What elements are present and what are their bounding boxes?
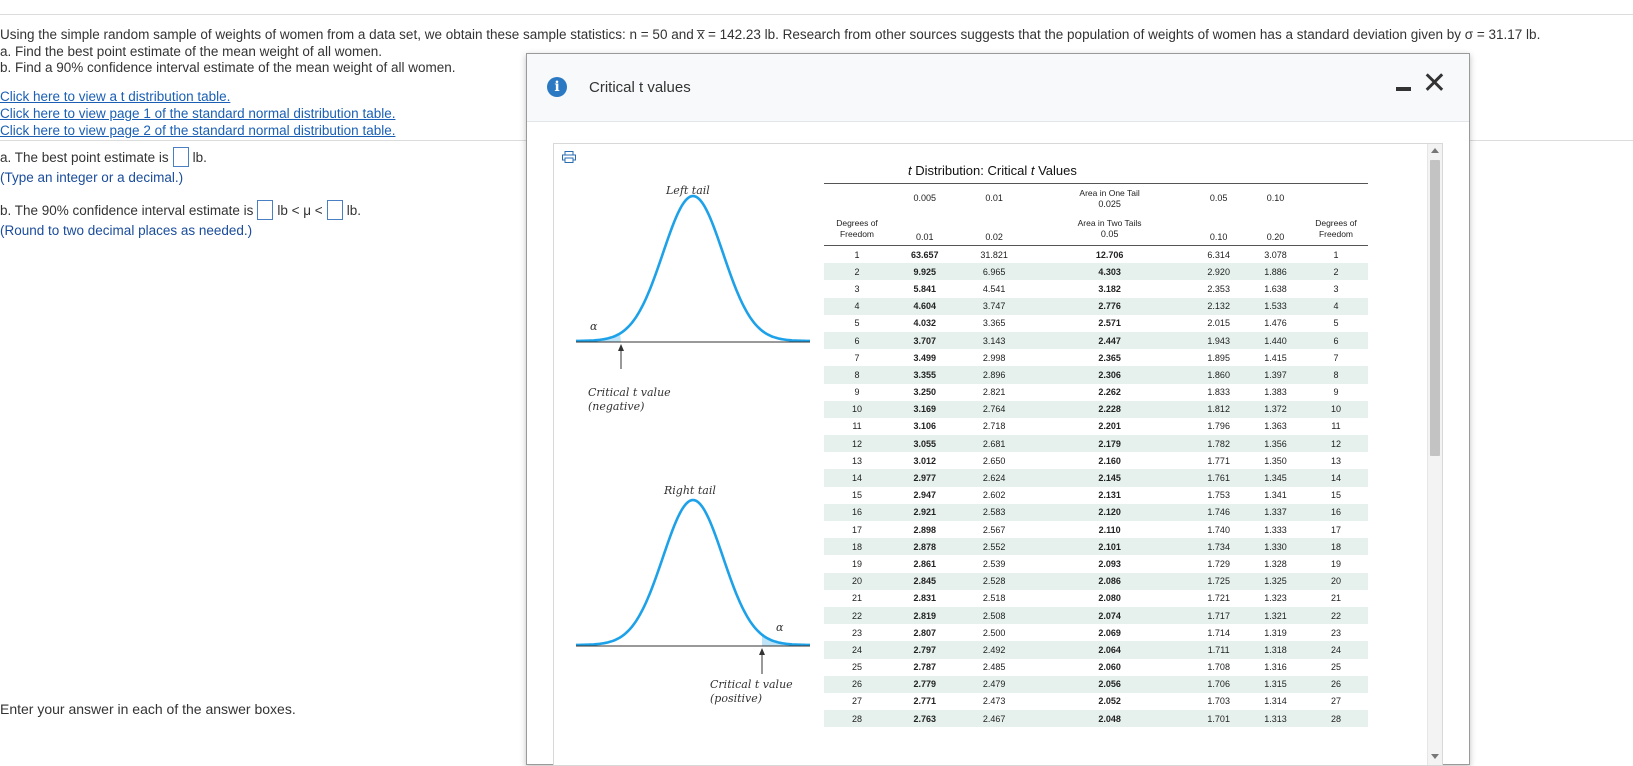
critical-value-cell: 2.015 <box>1207 318 1230 329</box>
critical-value-cell: 2.681 <box>959 435 1028 452</box>
critical-value-cell: 2.228 <box>1029 401 1190 418</box>
left-tail-label: Left tail <box>666 184 710 197</box>
critical-value-cell: 1.734 <box>1190 538 1247 555</box>
crit-neg-sub: (negative) <box>588 400 645 413</box>
critical-value-cell: 4.032 <box>913 318 936 329</box>
scroll-thumb[interactable] <box>1430 160 1440 456</box>
critical-value-cell: 1.703 <box>1207 696 1230 707</box>
critical-value-cell: 1.721 <box>1207 593 1230 604</box>
table-row <box>824 555 1368 572</box>
left-tail-curve <box>576 196 810 341</box>
title-mid: Distribution: Critical <box>911 163 1031 178</box>
critical-value-cell: 3.355 <box>890 366 959 383</box>
critical-value-cell: 1.330 <box>1247 538 1304 555</box>
critical-value-cell: 2.819 <box>890 607 959 624</box>
normal-table-page1-link[interactable]: Click here to view page 1 of the standard normal distribution table. <box>0 106 396 121</box>
df-cell: 21 <box>1330 593 1341 604</box>
critical-value-cell: 2.771 <box>913 696 936 707</box>
table-row <box>824 349 1368 366</box>
df-cell: 1 <box>854 249 860 260</box>
critical-value-cell: 2.052 <box>1098 696 1121 707</box>
critical-value-cell: 1.363 <box>1264 421 1287 432</box>
right-tail-curve <box>576 500 810 645</box>
table-row <box>824 315 1368 332</box>
critical-value-cell: 2.179 <box>1029 435 1190 452</box>
df-cell: 2 <box>824 263 890 280</box>
critical-value-cell: 1.943 <box>1190 332 1247 349</box>
answer-b-row <box>0 200 361 220</box>
critical-value-cell: 1.383 <box>1264 387 1287 398</box>
critical-value-cell: 1.725 <box>1190 573 1247 590</box>
df-cell: 10 <box>824 401 890 418</box>
critical-value-cell: 2.110 <box>1098 524 1121 535</box>
critical-value-cell: 2.779 <box>890 676 959 693</box>
critical-value-cell: 4.303 <box>1029 263 1190 280</box>
df-cell: 25 <box>1330 662 1341 673</box>
critical-value-cell: 2.528 <box>959 573 1028 590</box>
critical-value-cell: 3.182 <box>1098 283 1121 294</box>
table-row <box>824 573 1368 590</box>
answer-a-row <box>0 147 207 167</box>
two-tail-label: Area in Two Tails <box>1077 218 1142 228</box>
table-row <box>824 401 1368 418</box>
critical-value-cell: 1.372 <box>1247 401 1304 418</box>
table-row <box>824 332 1368 349</box>
right-arrow-head <box>759 648 765 655</box>
critical-value-cell: 2.306 <box>1029 366 1190 383</box>
df-cell: 6 <box>824 332 890 349</box>
df-cell: 9 <box>1333 387 1339 398</box>
table-row <box>824 298 1368 315</box>
critical-value-cell: 2.898 <box>913 524 936 535</box>
printer-icon[interactable] <box>562 151 576 163</box>
critical-value-cell: 1.708 <box>1207 662 1230 673</box>
critical-value-cell: 2.921 <box>890 504 959 521</box>
critical-value-cell: 4.604 <box>890 298 959 315</box>
critical-value-cell: 2.145 <box>1029 469 1190 486</box>
df-cell: 16 <box>824 504 890 521</box>
df-cell: 1 <box>1333 249 1339 260</box>
critical-value-cell: 2.447 <box>1029 332 1190 349</box>
critical-value-cell: 2.567 <box>982 524 1006 535</box>
df-cell: 4 <box>824 298 890 315</box>
critical-value-cell: 2.650 <box>982 455 1006 466</box>
critical-value-cell: 2.878 <box>890 538 959 555</box>
crit-neg-label: Critical t value <box>588 386 671 399</box>
critical-value-cell: 2.048 <box>1029 710 1190 727</box>
footer-instruction: Enter your answer in each of the answer boxes. <box>0 701 296 717</box>
table-row <box>824 504 1368 521</box>
critical-value-cell: 1.440 <box>1247 332 1304 349</box>
critical-value-cell: 2.571 <box>1098 318 1121 329</box>
df-cell: 21 <box>851 593 862 604</box>
df-cell: 20 <box>824 573 890 590</box>
left-alpha: α <box>590 320 598 333</box>
table-row <box>824 469 1368 486</box>
critical-value-cell: 1.796 <box>1207 421 1230 432</box>
table-scrollbar[interactable] <box>1427 144 1442 765</box>
resource-links <box>0 88 395 139</box>
crit-pos-sub: (positive) <box>710 692 763 705</box>
critical-value-cell: 1.740 <box>1207 524 1230 535</box>
df-cell: 23 <box>1330 627 1341 638</box>
critical-value-cell: 1.325 <box>1247 573 1304 590</box>
df-cell: 2 <box>1304 263 1368 280</box>
df-cell: 22 <box>824 607 890 624</box>
df-cell: 19 <box>1330 558 1341 569</box>
critical-value-cell: 2.776 <box>1029 298 1190 315</box>
df-cell: 11 <box>1331 421 1341 432</box>
critical-value-cell: 1.356 <box>1247 435 1304 452</box>
critical-value-cell: 3.250 <box>913 387 936 398</box>
df-cell: 26 <box>824 676 890 693</box>
df-cell: 8 <box>824 366 890 383</box>
scroll-down-icon[interactable] <box>1431 754 1439 759</box>
critical-value-cell: 1.314 <box>1264 696 1287 707</box>
critical-value-cell: 2.787 <box>913 662 936 673</box>
two-tail-col-2: 0.02 <box>959 212 1028 246</box>
df-header-right <box>1304 212 1368 246</box>
critical-value-cell: 1.345 <box>1247 469 1304 486</box>
critical-value-cell: 2.998 <box>982 352 1006 363</box>
critical-value-cell: 2.718 <box>982 421 1006 432</box>
t-distribution-table <box>824 183 1368 727</box>
critical-value-cell: 3.143 <box>959 332 1028 349</box>
df-cell: 8 <box>1304 366 1368 383</box>
table-row <box>824 435 1368 452</box>
two-tail-col-4: 0.10 <box>1190 212 1247 246</box>
critical-value-cell: 2.552 <box>959 538 1028 555</box>
df-cell: 14 <box>824 469 890 486</box>
df-cell: 28 <box>824 710 890 727</box>
answer-b-mid: lb < μ < <box>277 202 323 218</box>
critical-value-cell: 1.350 <box>1264 455 1287 466</box>
df-cell: 24 <box>1304 641 1368 658</box>
critical-value-cell: 1.316 <box>1264 662 1287 673</box>
critical-value-cell: 2.080 <box>1098 593 1121 604</box>
critical-value-cell: 1.706 <box>1190 676 1247 693</box>
two-tail-col-3 <box>1029 212 1190 246</box>
critical-value-cell: 2.807 <box>913 627 936 638</box>
df-cell: 17 <box>851 524 862 535</box>
df-cell: 12 <box>1304 435 1368 452</box>
critical-value-cell: 2.101 <box>1029 538 1190 555</box>
critical-value-cell: 3.012 <box>913 455 936 466</box>
critical-value-cell: 1.701 <box>1190 710 1247 727</box>
critical-value-cell: 2.262 <box>1098 387 1121 398</box>
critical-value-cell: 2.500 <box>982 627 1006 638</box>
df-left-1: Degrees of <box>836 217 878 228</box>
two-tail-val: 0.05 <box>1100 229 1119 239</box>
table-row <box>824 710 1368 727</box>
problem-part-b: b. Find a 90% confidence interval estimate of the mean weight of all women. <box>0 60 456 75</box>
critical-value-cell: 2.132 <box>1190 298 1247 315</box>
critical-value-cell: 2.160 <box>1098 455 1121 466</box>
dialog-header <box>527 54 1469 122</box>
df-cell: 13 <box>851 455 862 466</box>
critical-value-cell: 6.314 <box>1207 249 1230 260</box>
dialog-title: Critical t values <box>589 79 691 96</box>
table-row <box>824 246 1368 264</box>
df-cell: 27 <box>851 696 862 707</box>
critical-value-cell: 3.169 <box>890 401 959 418</box>
critical-value-cell: 2.093 <box>1098 558 1121 569</box>
critical-value-cell: 1.771 <box>1207 455 1230 466</box>
df-cell: 12 <box>824 435 890 452</box>
df-cell: 16 <box>1304 504 1368 521</box>
critical-value-cell: 3.707 <box>890 332 959 349</box>
critical-value-cell: 2.131 <box>1098 490 1121 501</box>
one-tail-col-3 <box>1029 184 1190 213</box>
df-cell: 27 <box>1330 696 1341 707</box>
df-header-left <box>824 212 890 246</box>
critical-value-cell: 1.711 <box>1190 641 1247 658</box>
table-row <box>824 384 1368 401</box>
critical-value-cell: 4.541 <box>982 283 1006 294</box>
critical-value-cell: 2.763 <box>890 710 959 727</box>
one-tail-val: 0.025 <box>1098 198 1121 209</box>
two-tail-col-5: 0.20 <box>1247 212 1304 246</box>
df-cell: 18 <box>1304 538 1368 555</box>
critical-value-cell: 1.886 <box>1247 263 1304 280</box>
one-tail-col-4: 0.05 <box>1190 184 1247 213</box>
df-cell: 17 <box>1330 524 1341 535</box>
df-cell: 22 <box>1304 607 1368 624</box>
crit-pos-label: Critical t value <box>710 678 793 691</box>
df-cell: 9 <box>854 387 860 398</box>
table-row <box>824 452 1368 469</box>
critical-value-cell: 2.473 <box>982 696 1006 707</box>
critical-value-cell: 2.074 <box>1029 607 1190 624</box>
critical-value-cell: 2.845 <box>890 573 959 590</box>
critical-value-cell: 2.485 <box>982 662 1006 673</box>
critical-value-cell: 2.861 <box>913 558 936 569</box>
critical-value-cell: 1.318 <box>1247 641 1304 658</box>
problem-statement: Using the simple random sample of weights of women from a data set, we obtain these sample statistics: n = 50 and x̅ = 142.23 lb. Research from other sources suggests that the population of weights of women has a standard deviation given by σ = 31.17 lb. <box>0 27 1541 42</box>
point-estimate-input[interactable] <box>173 147 189 167</box>
table-row <box>824 590 1368 607</box>
close-icon[interactable]: ✕ <box>1421 66 1447 101</box>
df-cell: 24 <box>824 641 890 658</box>
table-row <box>824 418 1368 435</box>
df-cell: 19 <box>851 558 862 569</box>
critical-value-cell: 2.920 <box>1190 263 1247 280</box>
table-row <box>824 263 1368 280</box>
critical-value-cell: 2.467 <box>959 710 1028 727</box>
df-cell: 23 <box>851 627 862 638</box>
answer-a-label: a. The best point estimate is <box>0 149 169 165</box>
table-row <box>824 641 1368 658</box>
two-tail-col-1: 0.01 <box>890 212 959 246</box>
critical-value-cell: 3.499 <box>913 352 936 363</box>
critical-value-cell: 3.106 <box>913 421 936 432</box>
critical-value-cell: 2.518 <box>982 593 1006 604</box>
df-right-2: Freedom <box>1318 228 1353 239</box>
table-title <box>908 163 1077 178</box>
critical-value-cell: 1.321 <box>1247 607 1304 624</box>
critical-value-cell: 2.365 <box>1098 352 1121 363</box>
title-t2: t <box>1030 163 1035 178</box>
info-icon: i <box>547 77 567 97</box>
df-cell: 28 <box>1304 710 1368 727</box>
critical-value-cell: 3.078 <box>1264 249 1287 260</box>
one-tail-col-1: 0.005 <box>890 184 959 213</box>
critical-value-cell: 2.602 <box>982 490 1006 501</box>
critical-value-cell: 2.896 <box>959 366 1028 383</box>
critical-value-cell: 1.397 <box>1247 366 1304 383</box>
critical-value-cell: 2.069 <box>1098 627 1121 638</box>
right-alpha: α <box>776 621 784 634</box>
table-row <box>824 693 1368 710</box>
critical-value-cell: 2.060 <box>1098 662 1121 673</box>
df-cell: 7 <box>1333 352 1339 363</box>
df-cell: 14 <box>1304 469 1368 486</box>
df-cell: 11 <box>852 421 862 432</box>
critical-value-cell: 2.120 <box>1029 504 1190 521</box>
top-divider <box>0 14 1633 15</box>
one-tail-label: Area in One Tail <box>1079 187 1140 198</box>
df-cell: 5 <box>854 318 860 329</box>
title-t1: t <box>908 163 912 178</box>
critical-value-cell: 2.056 <box>1029 676 1190 693</box>
critical-value-cell: 2.821 <box>982 387 1006 398</box>
critical-value-cell: 6.965 <box>959 263 1028 280</box>
critical-value-cell: 1.812 <box>1190 401 1247 418</box>
critical-value-cell: 1.833 <box>1207 387 1230 398</box>
critical-value-cell: 1.328 <box>1264 558 1287 569</box>
df-cell: 18 <box>824 538 890 555</box>
critical-value-cell: 1.415 <box>1264 352 1287 363</box>
critical-value-cell: 12.706 <box>1095 249 1124 260</box>
problem-part-a: a. Find the best point estimate of the mean weight of all women. <box>0 43 382 59</box>
table-viewport[interactable] <box>553 143 1443 766</box>
df-cell: 10 <box>1304 401 1368 418</box>
critical-value-cell: 3.365 <box>982 318 1006 329</box>
critical-value-cell: 1.895 <box>1207 352 1230 363</box>
df-cell: 15 <box>851 490 862 501</box>
answer-b-label: b. The 90% confidence interval estimate is <box>0 202 254 218</box>
critical-value-cell: 2.201 <box>1098 421 1121 432</box>
df-cell: 25 <box>851 662 862 673</box>
table-row <box>824 659 1368 676</box>
df-left-2: Freedom <box>839 228 874 239</box>
df-cell: 7 <box>854 352 860 363</box>
critical-value-cell: 3.055 <box>890 435 959 452</box>
critical-value-cell: 2.624 <box>959 469 1028 486</box>
answer-b-hint: (Round to two decimal places as needed.) <box>0 223 253 238</box>
critical-value-cell: 2.831 <box>913 593 936 604</box>
upper-bound-input[interactable] <box>327 200 343 220</box>
df-right-1: Degrees of <box>1315 217 1357 228</box>
table-row <box>824 280 1368 297</box>
df-cell: 13 <box>1330 455 1341 466</box>
critical-value-cell: 1.319 <box>1264 627 1287 638</box>
table-row <box>824 538 1368 555</box>
critical-value-cell: 63.657 <box>910 249 939 260</box>
critical-value-cell: 5.841 <box>913 283 936 294</box>
two-tail-header-row <box>824 212 1368 246</box>
critical-value-cell: 2.797 <box>890 641 959 658</box>
df-cell: 15 <box>1330 490 1341 501</box>
critical-value-cell: 31.821 <box>980 249 1008 260</box>
critical-value-cell: 1.315 <box>1247 676 1304 693</box>
critical-value-cell: 2.764 <box>959 401 1028 418</box>
table-row <box>824 366 1368 383</box>
critical-value-cell: 1.341 <box>1264 490 1287 501</box>
critical-value-cell: 2.064 <box>1029 641 1190 658</box>
minimize-icon[interactable] <box>1396 87 1411 91</box>
critical-value-cell: 3.747 <box>959 298 1028 315</box>
answer-b-unit: lb. <box>346 202 361 218</box>
critical-value-cell: 1.753 <box>1207 490 1230 501</box>
df-cell: 5 <box>1333 318 1339 329</box>
table-row <box>824 487 1368 504</box>
df-cell: 6 <box>1304 332 1368 349</box>
scroll-up-icon[interactable] <box>1431 148 1439 153</box>
answer-a-unit: lb. <box>192 149 207 165</box>
critical-value-cell: 1.729 <box>1207 558 1230 569</box>
table-row <box>824 676 1368 693</box>
df-cell: 26 <box>1304 676 1368 693</box>
critical-value-cell: 1.323 <box>1264 593 1287 604</box>
critical-value-cell: 1.782 <box>1190 435 1247 452</box>
critical-value-cell: 2.508 <box>959 607 1028 624</box>
t-table-link[interactable]: Click here to view a t distribution table. <box>0 89 231 104</box>
critical-value-cell: 2.539 <box>982 558 1006 569</box>
critical-t-dialog <box>526 53 1470 765</box>
table-row <box>824 624 1368 641</box>
one-tail-col-5: 0.10 <box>1247 184 1304 213</box>
critical-value-cell: 2.492 <box>959 641 1028 658</box>
critical-value-cell: 1.714 <box>1207 627 1230 638</box>
normal-table-page2-link[interactable]: Click here to view page 2 of the standard normal distribution table. <box>0 123 396 138</box>
critical-value-cell: 9.925 <box>890 263 959 280</box>
critical-value-cell: 1.717 <box>1190 607 1247 624</box>
critical-value-cell: 2.977 <box>890 469 959 486</box>
lower-bound-input[interactable] <box>257 200 273 220</box>
df-cell: 3 <box>1333 283 1339 294</box>
one-tail-header-row <box>824 184 1368 213</box>
critical-value-cell: 2.583 <box>959 504 1028 521</box>
critical-value-cell: 1.638 <box>1264 283 1287 294</box>
right-tail-label: Right tail <box>664 484 716 497</box>
df-cell: 20 <box>1304 573 1368 590</box>
critical-value-cell: 2.086 <box>1029 573 1190 590</box>
title-end: Values <box>1034 163 1077 178</box>
one-tail-col-2: 0.01 <box>959 184 1028 213</box>
table-row <box>824 521 1368 538</box>
left-arrow-head <box>618 344 624 351</box>
table-row <box>824 607 1368 624</box>
critical-value-cell: 2.479 <box>959 676 1028 693</box>
critical-value-cell: 1.533 <box>1247 298 1304 315</box>
critical-value-cell: 1.860 <box>1190 366 1247 383</box>
df-cell: 3 <box>854 283 860 294</box>
critical-value-cell: 1.476 <box>1264 318 1287 329</box>
critical-value-cell: 1.333 <box>1264 524 1287 535</box>
tail-diagrams <box>554 174 824 734</box>
critical-value-cell: 1.761 <box>1190 469 1247 486</box>
answer-a-hint: (Type an integer or a decimal.) <box>0 170 184 185</box>
critical-value-cell: 1.746 <box>1190 504 1247 521</box>
critical-value-cell: 1.313 <box>1247 710 1304 727</box>
critical-value-cell: 1.337 <box>1247 504 1304 521</box>
critical-value-cell: 2.353 <box>1207 283 1230 294</box>
df-cell: 4 <box>1304 298 1368 315</box>
critical-value-cell: 2.947 <box>913 490 936 501</box>
